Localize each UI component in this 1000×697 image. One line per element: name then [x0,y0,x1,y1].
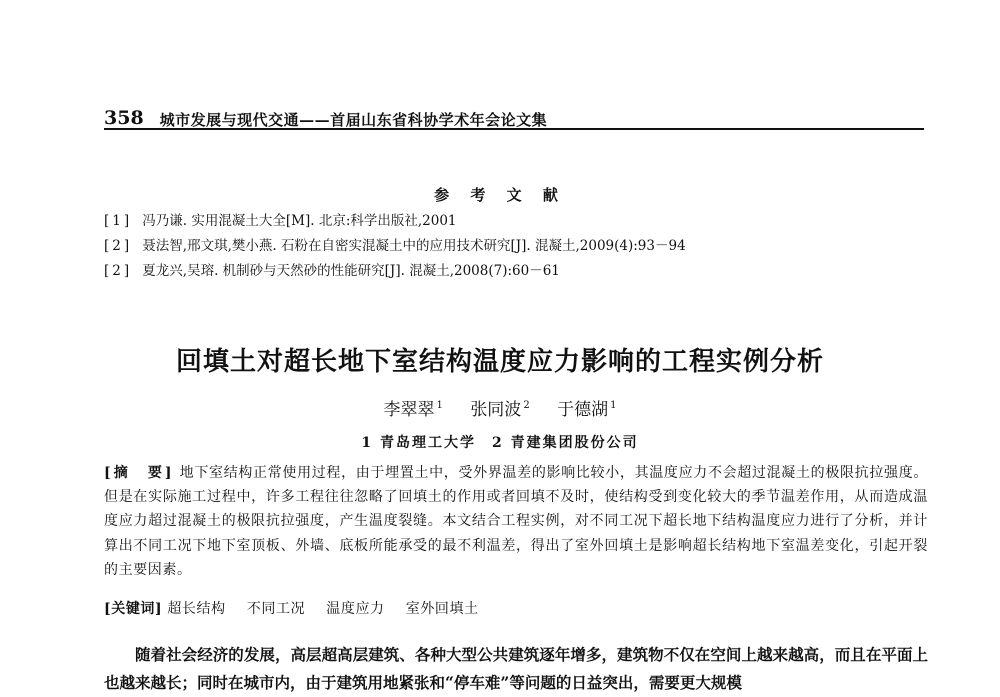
author-affiliation-mark: 1 [436,400,443,412]
keyword: 室外回填土 [405,601,479,617]
author-affiliation-mark: 1 [610,400,617,412]
abstract [104,461,928,582]
reference-number: [1] [104,213,133,229]
author [470,400,529,420]
author-name: 于德湖 [557,400,609,420]
keywords-label: [关键词] [104,601,163,617]
abstract-text: 地下室结构正常使用过程，由于埋置土中，受外界温差的影响比较小，其温度应力不会超过混凝土的极限抗拉强度。但是在实际施工过程中，许多工程往往忽略了回填土的作用或者回填不及时，使结构受到变化较大的季节温差作用，从而造成温度应力超过混凝土的极限抗拉强度，产生温度裂缝。本文结合工程实例，对不同工况下超长地下结构温度应力进行了分析，并计算出不同工况下地下室顶板、外墙、底板所能承受的最不利温差，得出了室外回填土是影响超长结构地下室温差变化，引起开裂的主要因素。 [104,465,928,578]
running-title: 城市发展与现代交通——首届山东省科协学术年会论文集 [159,111,548,129]
reference-number: [2] [104,238,133,254]
author-name: 张同波 [470,400,522,420]
header-rule [104,128,924,130]
author-affiliation-mark: 2 [523,400,530,412]
reference-text: 冯乃谦. 实用混凝土大全[M]. 北京:科学出版社,2001 [142,213,457,229]
reference-item [104,209,924,234]
keyword: 超长结构 [167,601,226,617]
keyword: 不同工况 [246,601,306,617]
abstract-label: [摘 要] [104,465,175,481]
reference-item [104,259,924,284]
author [557,400,616,420]
affiliations: 1 青岛理工大学 2 青建集团股份公司 [361,435,639,451]
author-name: 李翠翠 [383,400,435,420]
reference-list [104,209,924,284]
page-header [104,94,924,128]
author-list [0,395,1000,420]
keywords [104,597,928,621]
reference-text: 夏龙兴,吴瑢. 机制砂与天然砂的性能研究[J]. 混凝土,2008(7):60－61 [142,263,560,279]
references-heading: 参 考 文 献 [434,186,566,204]
reference-text: 聂法智,邢文琪,樊小燕. 石粉在自密实混凝土中的应用技术研究[J]. 混凝土,2009(4):93－94 [142,238,686,254]
author [384,400,443,420]
page-number: 358 [104,107,144,129]
article-title: 回填土对超长地下室结构温度应力影响的工程实例分析 [175,347,824,377]
reference-number: [2] [104,263,133,279]
keyword: 温度应力 [326,601,385,617]
body-paragraph: 随着社会经济的发展，高层超高层建筑、各种大型公共建筑逐年增多，建筑物不仅在空间上越来越高，而且在平面上也越来越长；同时在城市内，由于建筑用地紧张和“停车难”等问题的日益突出，需要更大规模 [104,645,928,692]
reference-item [104,234,924,259]
